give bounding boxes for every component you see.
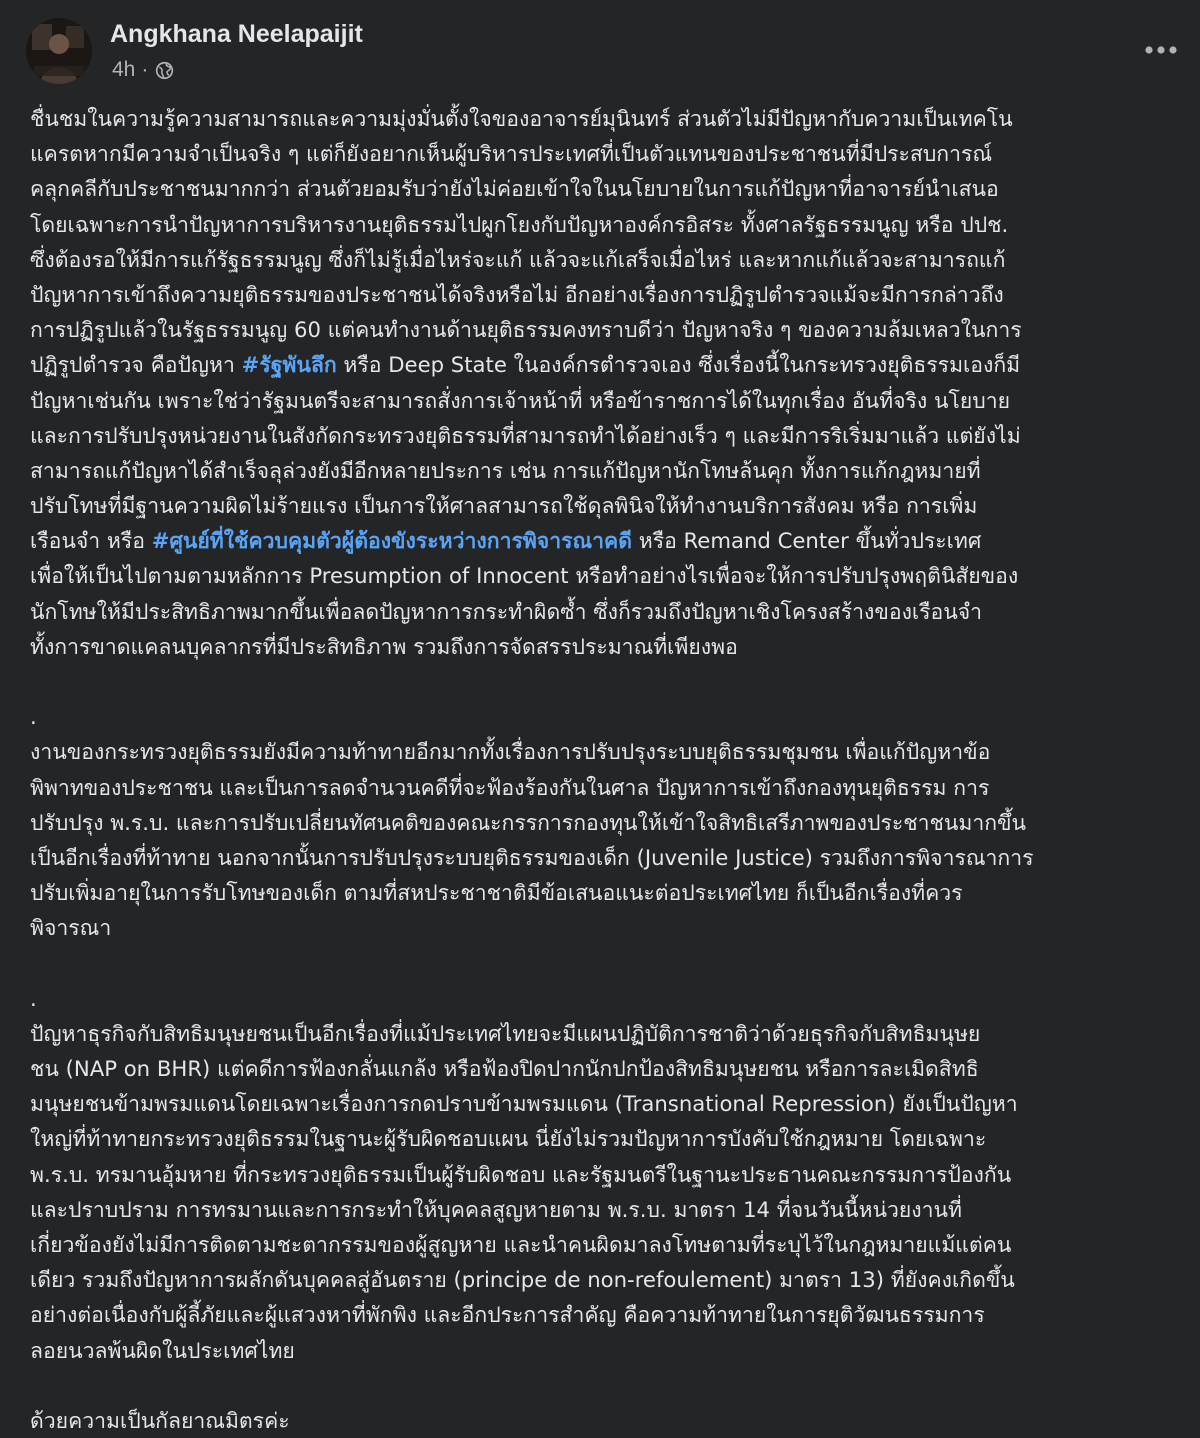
text-line: ด้วยความเป็นกัลยาณมิตรค่ะ (30, 1407, 290, 1433)
text-line: แครตหากมีความจำเป็นจริง ๆ แต่ก็ยังอยากเห็นผู้บริหารประเทศที่เป็นตัวแทนของประชาชนที่มีประสบการณ์ (30, 141, 993, 167)
paragraph-separator (30, 946, 1180, 981)
text-line: ชน (NAP on BHR) แต่คดีการฟ้องกลั่นแกล้ง หรือฟ้องปิดปากนักปกป้องสิทธิมนุษยชน หรือการละเมิดสิทธิ (30, 1056, 979, 1082)
text-line: การปฏิรูปแล้วในรัฐธรรมนูญ 60 แต่คนทำงานด้านยุติธรรมคงทราบดีว่า ปัญหาจริง ๆ ของความล้มเหลวในการ (30, 317, 1022, 343)
text-line: ปัญหาธุรกิจกับสิทธิมนุษยชนเป็นอีกเรื่องที่แม้ประเทศไทยจะมีแผนปฏิบัติการชาติว่าด้วยธุรกิจกับสิทธิมนุษย (30, 1020, 981, 1046)
text-line: เดียว รวมถึงปัญหาการผลักดันบุคคลสู่อันตราย (principe de non-refoulement) มาตรา 13) ที่ยังคงเกิดขึ้น (30, 1267, 1015, 1293)
text-line: ทั้งการขาดแคลนบุคลากรที่มีประสิทธิภาพ รวมถึงการจัดสรรประมาณที่เพียงพอ (30, 633, 738, 659)
more-options-button[interactable] (1136, 30, 1186, 70)
paragraph-separator (30, 1368, 1180, 1403)
paragraph-separator (30, 664, 1180, 699)
text-line: และการปรับปรุงหน่วยงานในสังกัดกระทรวงยุติธรรมที่สามารถทำได้อย่างเร็ว ๆ และมีการริเริ่มมาแล้ว แต่ยังไม่ (30, 422, 1021, 448)
text-line: โดยเฉพาะการนำปัญหาการบริหารงานยุติธรรมไปผูกโยงกับปัญหาองค์กรอิสระ ทั้งศาลรัฐธรรมนูญ หรือ ปปช. (30, 211, 1009, 237)
text-line: เพื่อให้เป็นไปตามตามหลักการ Presumption of Innocent หรือทำอย่างไรเพื่อจะให้การปรับปรุงพฤตินิสัยของ (30, 563, 1019, 589)
text-line: งานของกระทรวงยุติธรรมยังมีความท้าทายอีกมากทั้งเรื่องการปรับปรุงระบบยุติธรรมชุมชน เพื่อแก้ปัญหาข้อ (30, 739, 991, 765)
text-line: ชื่นชมในความรู้ความสามารถและความมุ่งมั่นตั้งใจของอาจารย์มุนินทร์ ส่วนตัวไม่มีปัญหากับความเป็นเทคโน (30, 106, 1013, 131)
paragraph-separator: . (30, 985, 37, 1011)
text-segment: ปฏิรูปตำรวจ คือปัญหา (30, 352, 242, 378)
text-line: ปรับปรุง พ.ร.บ. และการปรับเปลี่ยนทัศนคติของคณะกรรการกองทุนให้เข้าใจสิทธิเสรีภาพของประชาชนมากขึ้น (30, 809, 1027, 835)
text-line: พิพาทของประชาชน และเป็นการลดจำนวนคดีที่จะฟ้องร้องกันในศาล ปัญหาการเข้าถึงกองทุนยุติธรรม การ (30, 774, 990, 800)
text-line (30, 523, 1180, 558)
text-line: ใหญ่ที่ท้าทายกระทรวงยุติธรรมในฐานะผู้รับผิดชอบแผน นี่ยังไม่รวมปัญหาการบังคับใช้กฎหมาย โดยเฉพาะ (30, 1126, 987, 1152)
post-timestamp[interactable]: 4h (112, 58, 136, 81)
paragraph-3 (30, 1016, 1180, 1368)
text-line: เป็นอีกเรื่องที่ท้าทาย นอกจากนั้นการปรับปรุงระบบยุติธรรมของเด็ก (Juvenile Justice) รวมถึงการพิจารณาการ (30, 844, 1034, 870)
paragraph-2 (30, 734, 1180, 945)
text-line: พิจารณา (30, 915, 112, 941)
text-line: ปัญหาการเข้าถึงความยุติธรรมของประชาชนได้จริงหรือไม่ อีกอย่างเรื่องการปฏิรูปตำรวจแม้จะมีการกล่าวถึง (30, 281, 1004, 307)
text-line: ซึ่งต้องรอให้มีการแก้รัฐธรรมนูญ ซึ่งก็ไม่รู้เมื่อไหร่จะแก้ แล้วจะแก้เสร็จเมื่อไหร่ และหากแก้แล้วจะสามารถแก้ (30, 246, 1006, 272)
text-line (30, 347, 1180, 382)
paragraph-separator: . (30, 704, 37, 730)
text-line: เกี่ยวข้องยังไม่มีการติดตามชะตากรรมของผู้สูญหาย และนำคนผิดมาลงโทษตามที่ระบุไว้ในกฎหมายแม้แต่คน (30, 1232, 1012, 1257)
globe-icon[interactable] (155, 61, 174, 80)
text-line: สามารถแก้ปัญหาได้สำเร็จลุล่วงยังมีอีกหลายประการ เช่น การแก้ปัญหานักโทษล้นคุก ทั้งการแก้กฎหมายที่ (30, 457, 981, 483)
text-line: ลอยนวลพ้นผิดในประเทศไทย (30, 1337, 295, 1363)
meta-separator: · (141, 58, 149, 81)
text-segment: หรือ Remand Center ขึ้นทั่วประเทศ (632, 528, 982, 554)
text-line: นักโทษให้มีประสิทธิภาพมากขึ้นเพื่อลดปัญหาการกระทำผิดซ้ำ ซึ่งก็รวมถึงปัญหาเชิงโครงสร้างของเรือนจำ (30, 598, 983, 624)
post-header (0, 0, 1200, 100)
text-segment: เรือนจำ หรือ (30, 528, 152, 554)
avatar-image (26, 18, 92, 84)
closing-paragraph (30, 1403, 1180, 1438)
text-line: อย่างต่อเนื่องกับผู้ลี้ภัยและผู้แสวงหาที่พักพิง และอีกประการสำคัญ คือความท้าทายในการยุติวัฒนธรรมการ (30, 1302, 985, 1328)
more-horizontal-icon (1144, 45, 1178, 55)
post-body (30, 101, 1180, 1438)
hashtag-link[interactable]: #ศูนย์ที่ใช้ควบคุมตัวผู้ต้องขังระหว่างการพิจารณาคดี (151, 528, 632, 554)
author-name[interactable]: Angkhana Neelapaijit (110, 20, 363, 48)
text-line: ปรับโทษที่มีฐานความผิดไม่ร้ายแรง เป็นการให้ศาลสามารถใช้ดุลพินิจให้ทำงานบริการสังคม หรือ การเพิ่ม (30, 493, 978, 519)
text-line: ปัญหาเช่นกัน เพราะใช่ว่ารัฐมนตรีจะสามารถสั่งการเจ้าหน้าที่ หรือข้าราชการได้ในทุกเรื่อง อันที่จริง นโยบาย (30, 387, 1011, 413)
post-meta (112, 58, 174, 82)
hashtag-link[interactable]: #รัฐพันลึก (241, 352, 337, 378)
text-line: คลุกคลีกับประชาชนมากกว่า ส่วนตัวยอมรับว่ายังไม่ค่อยเข้าใจในนโยบายในการแก้ปัญหาที่อาจารย์นำเสนอ (30, 176, 999, 202)
author-avatar[interactable] (26, 18, 92, 84)
text-line: มนุษยชนข้ามพรมแดนโดยเฉพาะเรื่องการกดปราบข้ามพรมแดน (Transnational Repression) ยังเป็นปัญหา (30, 1091, 1018, 1117)
text-line: พ.ร.บ. ทรมานอุ้มหาย ที่กระทรวงยุติธรรมเป็นผู้รับผิดชอบ และรัฐมนตรีในฐานะประธานคณะกรรมการป้องกัน (30, 1161, 1012, 1187)
paragraph-1 (30, 101, 1180, 664)
text-line: และปราบปราม การทรมานและการกระทำให้บุคคลสูญหายตาม พ.ร.บ. มาตรา 14 ที่จนวันนี้หน่วยงานที่ (30, 1196, 962, 1222)
text-line: ปรับเพิ่มอายุในการรับโทษของเด็ก ตามที่สหประชาชาติมีข้อเสนอแนะต่อประเทศไทย ก็เป็นอีกเรื่องที่ควร (30, 880, 963, 906)
text-segment: หรือ Deep State ในองค์กรตำรวจเอง ซึ่งเรื่องนี้ในกระทรวงยุติธรรมเองก็มี (336, 352, 1021, 378)
